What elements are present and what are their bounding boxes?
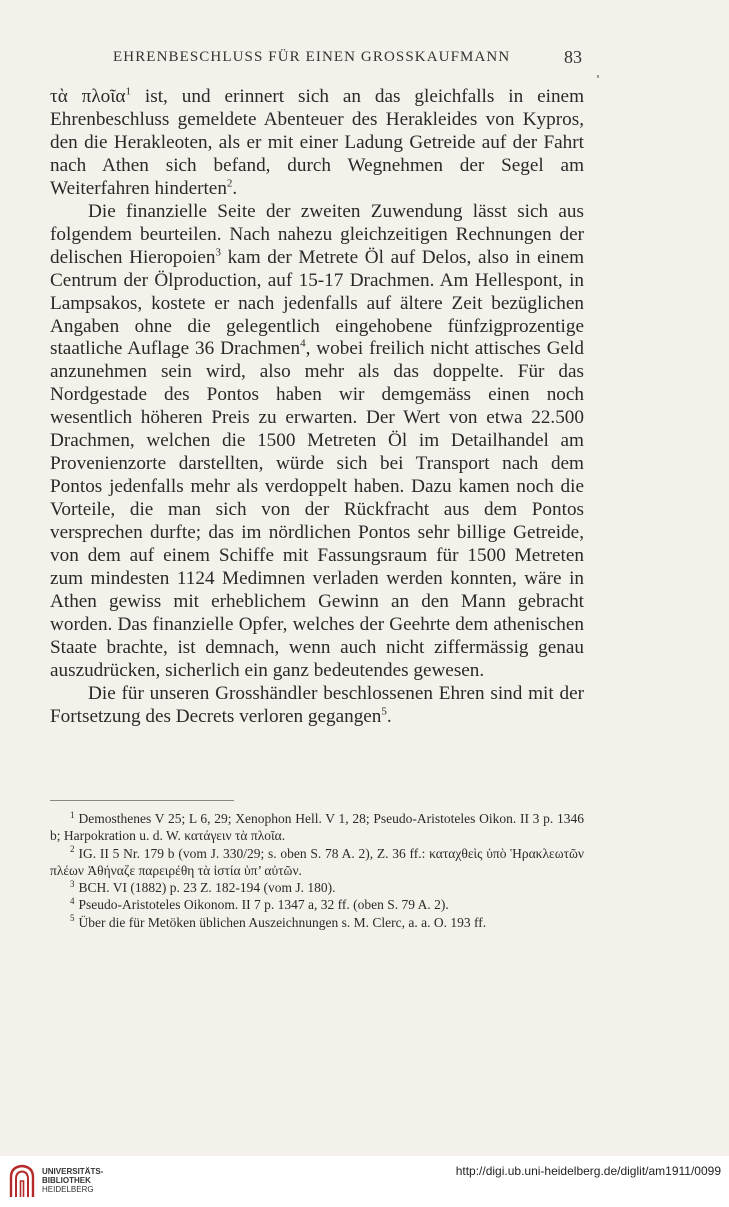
paragraph-1-end: . [232,177,238,199]
paragraph-3 [50,683,584,729]
footnote-ref-5[interactable]: 5 [381,705,387,718]
running-head-title: EHRENBESCHLUSS FÜR EINEN GROSSKAUFMANN [113,49,511,65]
footnote-number: 5 [70,913,75,924]
footnotes [50,810,584,931]
paragraph-2-text-b: kam der Metrete Öl auf Delos, also in einem Centrum der Ölproduction, auf 15-17 Drachmen. Am Hellespont, in Lampsakos, kostete er nach jedenfalls auf ältere Zeit bezüglichen Angaben ohne die gelegentlich eingehobene fünfzigprozentige staatliche Auflage 36 Drachmen [50,246,584,360]
running-head [0,47,729,73]
viewer-footer [0,1156,729,1207]
footnote [50,810,584,845]
footnote-ref-1[interactable]: 1 [125,85,131,98]
footnote-text: Demosthenes V 25; L 6, 29; Xenophon Hell. V 1, 28; Pseudo-Aristoteles Oikon. II 3 p. 1346 b; Harpokration u. d. W. κατάγειν τὰ πλοῖα. [50,811,584,844]
library-name-line3: HEIDELBERG [42,1185,94,1194]
footnote-ref-2[interactable]: 2 [226,177,233,190]
footnote-number: 4 [70,895,75,906]
footnote-text: BCH. VI (1882) p. 23 Z. 182-194 (vom J. 180). [78,880,336,896]
footnote-text: Über die für Metöken üblichen Auszeichnungen s. M. Clerc, a. a. O. 193 ff. [78,914,487,930]
heidelberg-library-logo-icon[interactable] [7,1163,37,1199]
footnote [50,896,584,913]
library-name [42,1167,103,1194]
paragraph-2-text-a: Die finanzielle Seite der zweiten Zuwendung lässt sich aus folgendem beurteilen. Nach nahezu gleichzeitigen Rechnungen der delischen Hieropoien [50,200,584,268]
footnote-ref-3[interactable]: 3 [215,246,221,259]
footnote-text: Pseudo-Aristoteles Oikonom. II 7 p. 1347 a, 32 ff. (oben S. 79 A. 2). [78,897,449,913]
footnote [50,914,584,931]
paragraph-1-text: ist, und erinnert sich an das gleichfalls in einem Ehrenbeschluss gemeldete Abenteuer des Herakleides von Kypros, den die Herakleoten, als er mit einer Ladung Getreide auf der Fahrt nach Athen sich befand, durch Wegnehmen der Segel am Weiterfahren hinderten [50,86,584,199]
paragraph-2-text-c: , wobei freilich nicht attisches Geld anzunehmen sein wird, also mehr als das doppelte. Für das Nordgestade des Pontos haben wir demgemäss einen noch wesentlich höheren Preis zu erwarten. Der Wert von etwa 22.500 Drachmen, welchen die 1500 Metreten Öl im Detailhandel am Provenienzorte darstellten, würde sich bei Transport nach dem Pontos jedenfalls mehr als verdoppelt haben. Dazu kamen noch die Vorteile, die man sich von der Rückfracht aus dem Pontos versprechen durfte; das im nördlichen Pontos sehr billige Getreide, von dem auf einem Schiffe mit Fassungsraum für 1500 Metreten zum mindesten 1124 Medimnen verladen werden konnten, wäre in Athen gewiss mit erheblichem Gewinn an den Mann gebracht worden. Das finanzielle Opfer, welches der Geehrte dem athenischen Staate brachte, ist demnach, wenn auch nicht ziffermässig genau auszudrücken, sicherlich ein ganz bedeutendes gewesen. [50,338,584,681]
greek-phrase: τὰ πλοῖα [50,86,126,107]
footnote-number: 3 [70,878,75,889]
paragraph-1 [50,86,584,201]
permalink-url[interactable]: http://digi.ub.uni-heidelberg.de/diglit/am1911/0099 [455,1164,721,1178]
paragraph-3-end: . [386,705,392,727]
footnote-ref-4[interactable]: 4 [300,338,306,351]
paragraph-2 [50,201,584,683]
paragraph-3-text: Die für unseren Grosshändler beschlossenen Ehren sind mit der Fortsetzung des Decrets verloren gegangen [50,682,584,727]
page-number: 83 [564,47,582,67]
footnote-text: IG. II 5 Nr. 179 b (vom J. 330/29; s. oben S. 78 A. 2), Z. 36 ff.: καταχθεὶς ὑπὸ Ἡρακλεωτῶν πλέων Ἀθήναζε παρειρέθη τὰ ἱστία ὑπ’ αὐτῶν. [50,845,584,878]
library-name-line1: UNIVERSITÄTS- [42,1167,104,1176]
footnote-number: 2 [70,844,75,855]
body-text [50,86,584,729]
scan-speck [597,75,599,78]
footnote [50,879,584,896]
footnote-number: 1 [70,809,75,820]
footnote [50,845,584,880]
footnote-divider [50,800,234,801]
library-name-line2: BIBLIOTHEK [42,1176,91,1185]
